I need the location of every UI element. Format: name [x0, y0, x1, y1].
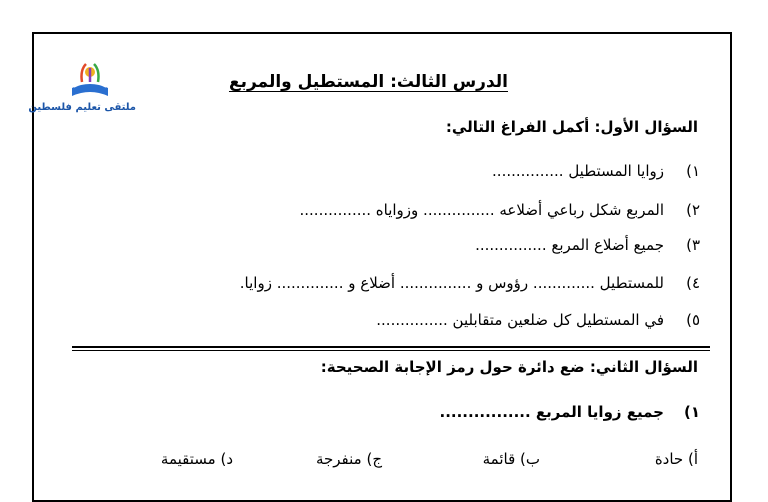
item-text: جميع أضلاع المربع ............... [475, 236, 664, 254]
q2-item-1 [440, 403, 700, 421]
choice-d[interactable]: د) مستقيمة [160, 450, 233, 468]
logo [28, 58, 136, 118]
q1-item-1 [492, 162, 700, 180]
q1-item-4 [240, 274, 700, 292]
item-number: ٢) [686, 201, 700, 219]
item-text: جميع زوايا المربع ................ [439, 403, 664, 421]
q1-item-3 [475, 236, 700, 254]
item-text: للمستطيل ............. رؤوس و ............... أضلاع و .............. زوايا. [239, 274, 664, 292]
choice-b[interactable]: ب) قائمة [482, 450, 540, 468]
logo-text: ملتقى تعليم فلسطين [28, 102, 136, 113]
item-text: المربع شكل رباعي أضلاعه ............... وزواياه ............... [299, 201, 664, 219]
worksheet-frame [28, 32, 732, 502]
item-number: ٣) [686, 236, 700, 254]
choice-c[interactable]: ج) منفرجة [315, 450, 382, 468]
lesson-title: الدرس الثالث: المستطيل والمربع [228, 72, 508, 92]
item-text: في المستطيل كل ضلعين متقابلين ............... [376, 311, 664, 329]
item-text: زوايا المستطيل ............... [492, 162, 664, 180]
question2-heading: السؤال الثاني: ضع دائرة حول رمز الإجابة الصحيحة: [320, 358, 698, 376]
choice-a[interactable]: أ) حادة [654, 450, 698, 468]
section-divider [72, 346, 710, 351]
item-number: ١) [686, 162, 700, 180]
question1-heading: السؤال الأول: أكمل الفراغ التالي: [445, 118, 698, 136]
item-number: ١) [683, 403, 700, 421]
item-number: ٤) [686, 274, 700, 292]
book-logo-icon [68, 58, 112, 102]
item-number: ٥) [686, 311, 700, 329]
q1-item-5 [376, 311, 700, 329]
q1-item-2 [300, 201, 701, 219]
